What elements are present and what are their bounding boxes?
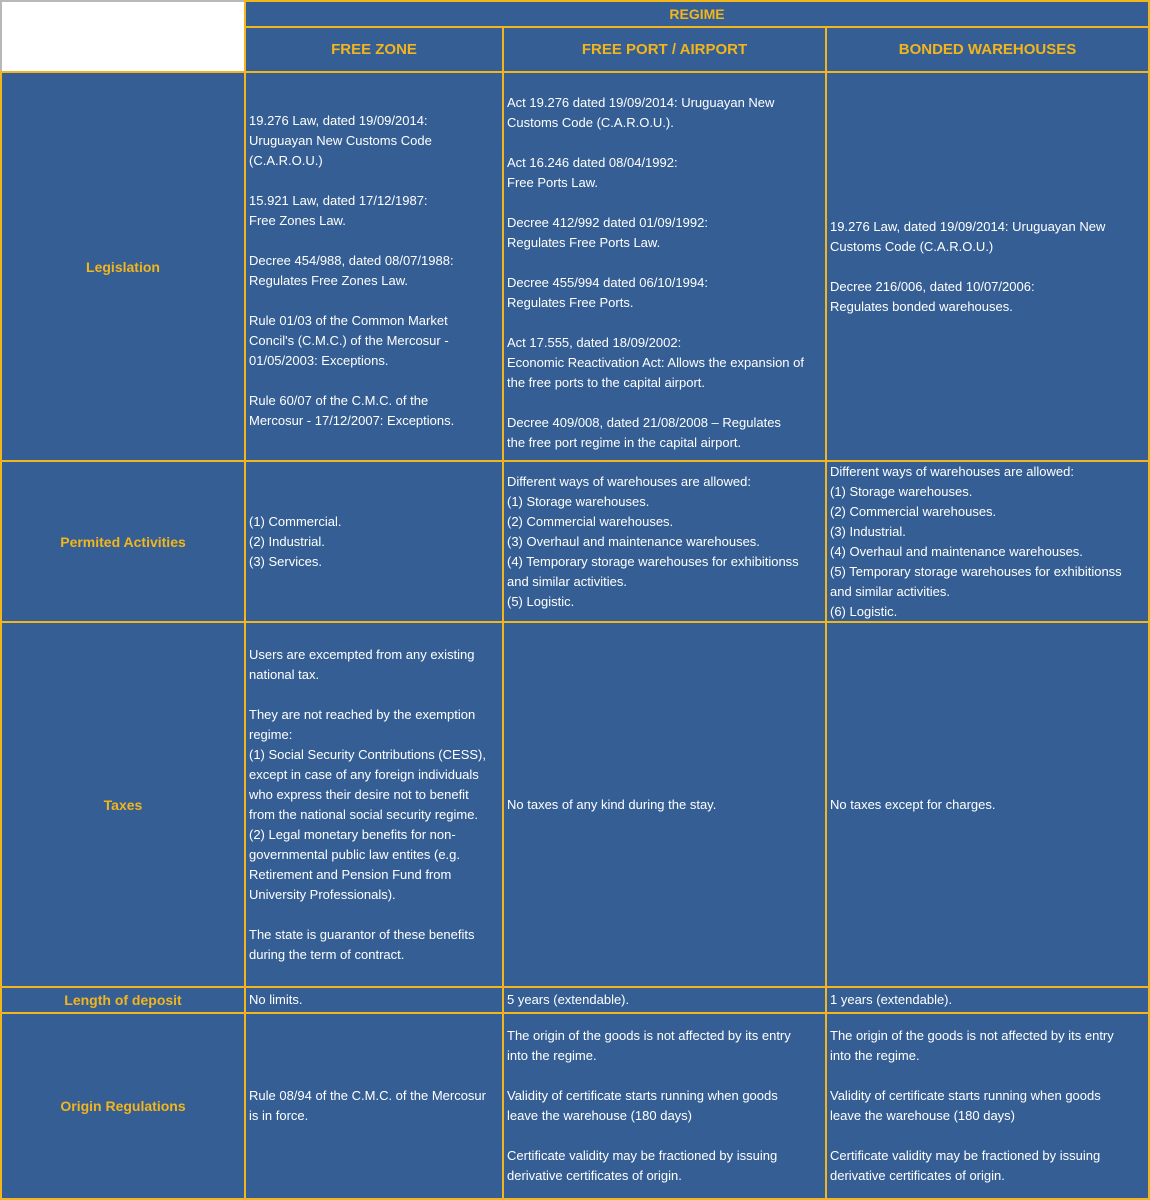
row-header-label: Permited Activities — [60, 533, 186, 550]
origin-free-port-cell — [502, 1012, 827, 1200]
row-header-label: Length of deposit — [64, 992, 182, 1008]
taxes-paragraph: Users are excempted from any existing national tax. — [249, 646, 475, 682]
legislation-paragraph: Decree 216/006, dated 10/07/2006: Regulates bonded warehouses. — [830, 278, 1035, 314]
legislation-paragraph: Rule 60/07 of the C.M.C. of the Mercosur - 17/12/2007: Exceptions. — [249, 392, 455, 428]
legislation-paragraph: Act 19.276 dated 19/09/2014: Uruguayan New Customs Code (C.A.R.O.U.). — [507, 94, 775, 130]
activities-text: (1) Commercial. (2) Industrial. (3) Services. — [249, 513, 342, 569]
legislation-paragraph: Decree 409/008, dated 21/08/2008 – Regulates the free port regime in the capital airport. — [507, 414, 781, 450]
taxes-free-zone-cell — [244, 621, 504, 988]
column-header-label: FREE ZONE — [331, 40, 417, 58]
activities-free-port-cell — [502, 460, 827, 623]
legislation-paragraph: 15.921 Law, dated 17/12/1987: Free Zones Law. — [249, 192, 428, 228]
row-header-label: Taxes — [103, 796, 143, 813]
origin-free-zone-cell — [244, 1012, 504, 1200]
legislation-paragraph: Act 16.246 dated 08/04/1992: Free Ports Law. — [507, 154, 678, 190]
taxes-paragraph: The state is guarantor of these benefits during the term of contract. — [249, 926, 475, 962]
origin-paragraph: Validity of certificate starts running when goods leave the warehouse (180 days) — [507, 1088, 778, 1123]
column-header-free-zone — [244, 26, 504, 73]
column-header-free-port — [502, 26, 827, 73]
legislation-paragraph: Rule 01/03 of the Common Market Concil's (C.M.C.) of the Mercosur - 01/05/2003: Exceptions. — [249, 312, 449, 368]
legislation-paragraph: Act 17.555, dated 18/09/2002: Economic Reactivation Act: Allows the expansion of the free ports to the capital airport. — [507, 334, 804, 390]
row-header-origin-regulations — [0, 1012, 246, 1200]
deposit-text: 1 years (extendable). — [830, 992, 953, 1007]
origin-text: Rule 08/94 of the C.M.C. of the Mercosur is in force. — [249, 1088, 486, 1123]
row-header-length-of-deposit — [0, 986, 246, 1014]
deposit-text: No limits. — [249, 992, 303, 1007]
legislation-free-port-cell — [502, 71, 827, 462]
legislation-paragraph: Decree 412/992 dated 01/09/1992: Regulates Free Ports Law. — [507, 214, 708, 250]
taxes-bonded-cell — [825, 621, 1150, 988]
row-header-legislation — [0, 71, 246, 462]
deposit-free-port-cell — [502, 986, 827, 1014]
origin-paragraph: The origin of the goods is not affected by its entry into the regime. — [507, 1028, 791, 1063]
origin-paragraph: Certificate validity may be fractioned by issuing derivative certificates of origin. — [830, 1148, 1101, 1183]
activities-text: Different ways of warehouses are allowed: (1) Storage warehouses. (2) Commercial warehouses. (3) Industrial. (4) Overhaul and maintenance warehouses. (5) Temporary storage warehouses for exhibitionss and similar activities. (6) Logistic. — [830, 463, 1122, 619]
row-header-taxes — [0, 621, 246, 988]
legislation-bonded-cell — [825, 71, 1150, 462]
row-header-label: Legislation — [86, 258, 160, 275]
column-header-label: BONDED WAREHOUSES — [898, 40, 1077, 58]
regime-header — [244, 0, 1150, 28]
legislation-paragraph: 19.276 Law, dated 19/09/2014: Uruguayan New Customs Code (C.A.R.O.U.) — [830, 218, 1106, 254]
legislation-paragraph: 19.276 Law, dated 19/09/2014: Uruguayan New Customs Code (C.A.R.O.U.) — [249, 112, 432, 168]
deposit-text: 5 years (extendable). — [507, 992, 630, 1007]
deposit-free-zone-cell — [244, 986, 504, 1014]
taxes-free-port-cell — [502, 621, 827, 988]
origin-paragraph: Certificate validity may be fractioned by issuing derivative certificates of origin. — [507, 1148, 778, 1183]
deposit-bonded-cell — [825, 986, 1150, 1014]
legislation-free-zone-cell — [244, 71, 504, 462]
regime-header-label: REGIME — [669, 6, 725, 22]
row-header-permited-activities — [0, 460, 246, 623]
activities-bonded-cell — [825, 460, 1150, 623]
activities-text: Different ways of warehouses are allowed: (1) Storage warehouses. (2) Commercial warehouses. (3) Overhaul and maintenance warehouses. (4) Temporary storage warehouses for exhibitionss and similar activities. (5) Logistic. — [507, 473, 799, 609]
origin-paragraph: Validity of certificate starts running when goods leave the warehouse (180 days) — [830, 1088, 1101, 1123]
activities-free-zone-cell — [244, 460, 504, 623]
legislation-paragraph: Decree 454/988, dated 08/07/1988: Regulates Free Zones Law. — [249, 252, 454, 288]
column-header-bonded-warehouses — [825, 26, 1150, 73]
legislation-paragraph: Decree 455/994 dated 06/10/1994: Regulates Free Ports. — [507, 274, 708, 310]
taxes-text: No taxes of any kind during the stay. — [507, 796, 717, 812]
origin-bonded-cell — [825, 1012, 1150, 1200]
taxes-text: No taxes except for charges. — [830, 796, 996, 812]
column-header-label: FREE PORT / AIRPORT — [581, 40, 748, 58]
origin-paragraph: The origin of the goods is not affected by its entry into the regime. — [830, 1028, 1114, 1063]
row-header-label: Origin Regulations — [60, 1098, 186, 1114]
taxes-paragraph: They are not reached by the exemption regime: (1) Social Security Contributions (CESS), except in case of any foreign individuals who express their desire not to benefit from the national social security regime. (2) Legal monetary benefits for non- governmental public law entites (e.g. Retirement and Pension Fund from University Professionals). — [249, 706, 486, 902]
empty-corner-cell — [0, 0, 246, 73]
